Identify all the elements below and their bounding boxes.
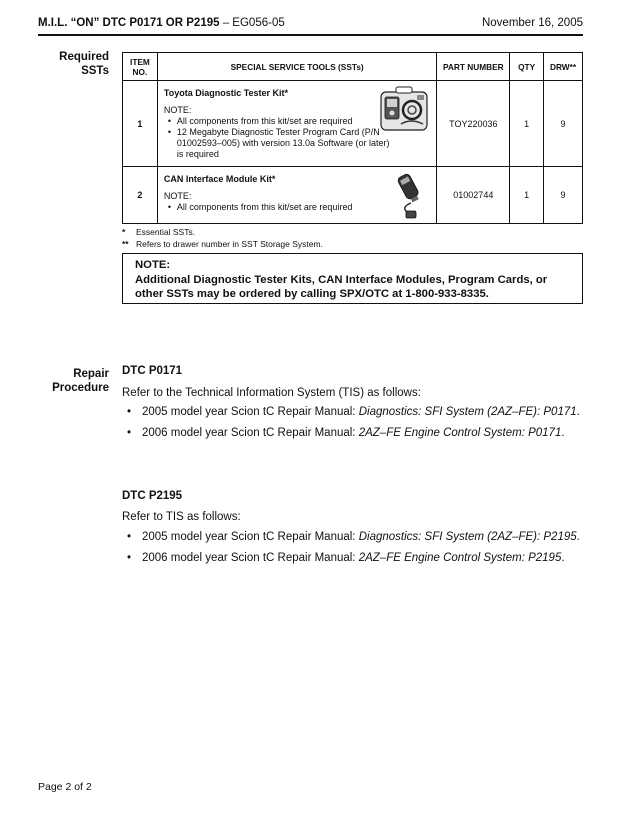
repair-bullet-list bbox=[122, 530, 592, 571]
list-item: • 2006 model year Scion tC Repair Manual: 2AZ–FE Engine Control System: P2195. bbox=[122, 551, 592, 566]
repair-procedure-label: Repair Procedure bbox=[52, 368, 109, 394]
header-rule bbox=[38, 34, 583, 36]
table-header-row bbox=[123, 53, 583, 81]
note-box-label: NOTE: bbox=[135, 259, 171, 271]
bulletin-code: – EG056-05 bbox=[222, 17, 285, 29]
qty: 1 bbox=[510, 81, 544, 167]
drawer-number: 9 bbox=[544, 81, 583, 167]
page-number: Page 2 of 2 bbox=[38, 781, 92, 793]
section-title-p2195: DTC P2195 bbox=[122, 490, 183, 502]
footnote: * Essential SSTs. bbox=[122, 227, 196, 237]
manual-reference: 2AZ–FE Engine Control System: P0171 bbox=[358, 426, 562, 439]
note-item: • 12 Megabyte Diagnostic Tester Program Card (P/N 01002593–005) with version 13.0a Software (or later) is required bbox=[164, 127, 392, 160]
note-box-text: Additional Diagnostic Tester Kits, CAN Interface Modules, Program Cards, or other SSTs may be ordered by calling SPX/OTC at 1-800-933-8335. bbox=[135, 274, 548, 300]
sst-table bbox=[122, 52, 583, 224]
part-number-header: PART NUMBER bbox=[437, 53, 510, 81]
page-title: M.I.L. “ON” DTC P0171 OR P2195 bbox=[38, 17, 220, 29]
bulletin-date: November 16, 2005 bbox=[481, 17, 583, 29]
note-item: • All components from this kit/set are required bbox=[164, 202, 431, 213]
list-item: • 2005 model year Scion tC Repair Manual: Diagnostics: SFI System (2AZ–FE): P0171. bbox=[122, 405, 592, 420]
tool-description bbox=[157, 81, 437, 167]
note-box bbox=[122, 253, 583, 304]
footnote: ** Refers to drawer number in SST Storage System. bbox=[122, 239, 323, 249]
list-item: • 2006 model year Scion tC Repair Manual: 2AZ–FE Engine Control System: P0171. bbox=[122, 426, 592, 441]
item-number: 1 bbox=[123, 81, 158, 167]
list-item: • 2005 model year Scion tC Repair Manual: Diagnostics: SFI System (2AZ–FE): P2195. bbox=[122, 530, 592, 545]
part-number: TOY220036 bbox=[437, 81, 510, 167]
tool-name: CAN Interface Module Kit* bbox=[163, 174, 276, 184]
section-intro: Refer to TIS as follows: bbox=[122, 511, 241, 523]
note-label: NOTE: bbox=[163, 105, 192, 115]
item-no-header: ITEM NO. bbox=[123, 53, 158, 81]
note-item: • All components from this kit/set are required bbox=[164, 116, 431, 127]
item-number: 2 bbox=[123, 167, 158, 224]
table-row bbox=[123, 81, 583, 167]
table-row bbox=[123, 167, 583, 224]
footnotes bbox=[122, 226, 323, 250]
tool-description bbox=[157, 167, 437, 224]
note-label: NOTE: bbox=[163, 191, 192, 201]
drw-header: DRW** bbox=[544, 53, 583, 81]
repair-bullet-list bbox=[122, 405, 592, 446]
section-title-p0171: DTC P0171 bbox=[122, 365, 183, 377]
manual-reference: Diagnostics: SFI System (2AZ–FE): P2195 bbox=[358, 531, 577, 543]
qty-header: QTY bbox=[510, 53, 544, 81]
section-intro: Refer to the Technical Information System (TIS) as follows: bbox=[122, 387, 421, 399]
tool-name: Toyota Diagnostic Tester Kit* bbox=[163, 88, 289, 98]
note-list bbox=[164, 202, 431, 213]
diagnostic-tester-case-icon bbox=[379, 86, 429, 132]
tools-header: SPECIAL SERVICE TOOLS (SSTs) bbox=[157, 53, 437, 81]
required-ssts-label: Required SSTs bbox=[59, 51, 109, 77]
can-interface-module-icon bbox=[396, 171, 424, 219]
part-number: 01002744 bbox=[437, 167, 510, 224]
qty: 1 bbox=[510, 167, 544, 224]
drawer-number: 9 bbox=[544, 167, 583, 224]
manual-reference: 2AZ–FE Engine Control System: P2195 bbox=[358, 551, 562, 564]
manual-reference: Diagnostics: SFI System (2AZ–FE): P0171 bbox=[358, 406, 577, 418]
